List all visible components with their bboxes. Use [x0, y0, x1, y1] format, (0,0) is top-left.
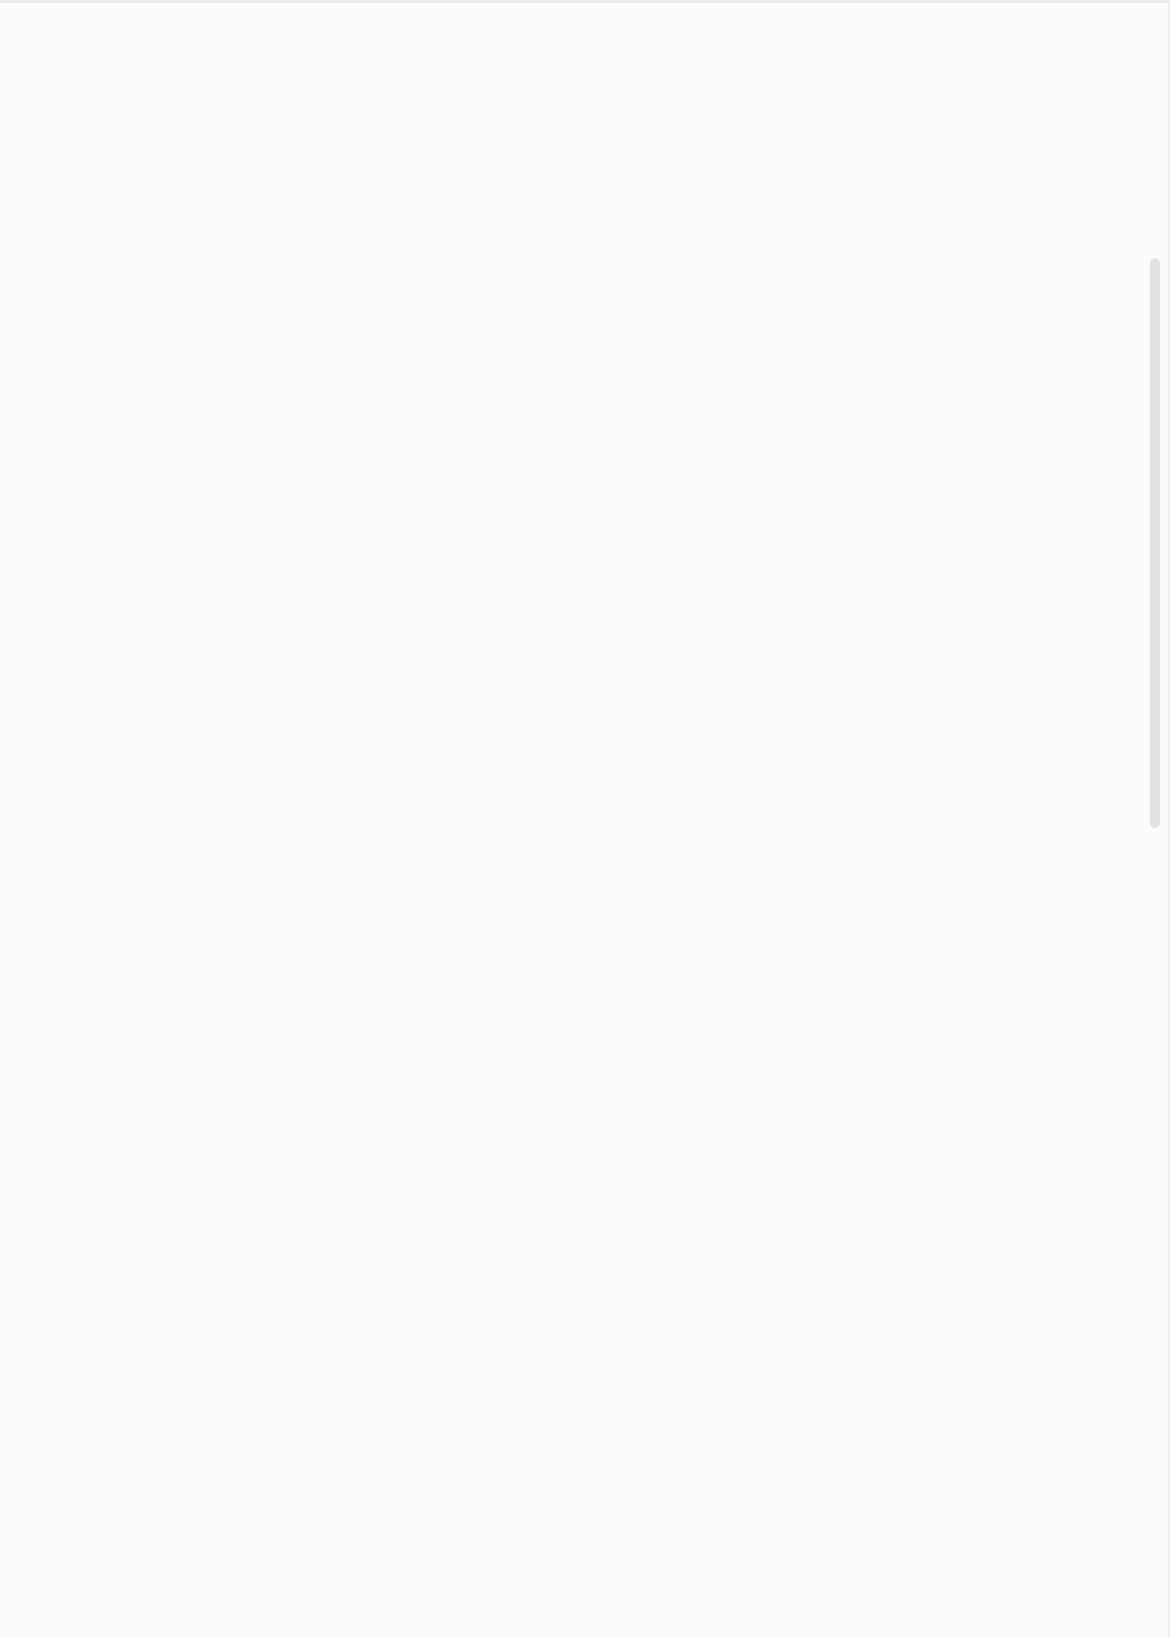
scrollbar-thumb[interactable] [1150, 258, 1160, 828]
page-top-border [0, 0, 1170, 3]
